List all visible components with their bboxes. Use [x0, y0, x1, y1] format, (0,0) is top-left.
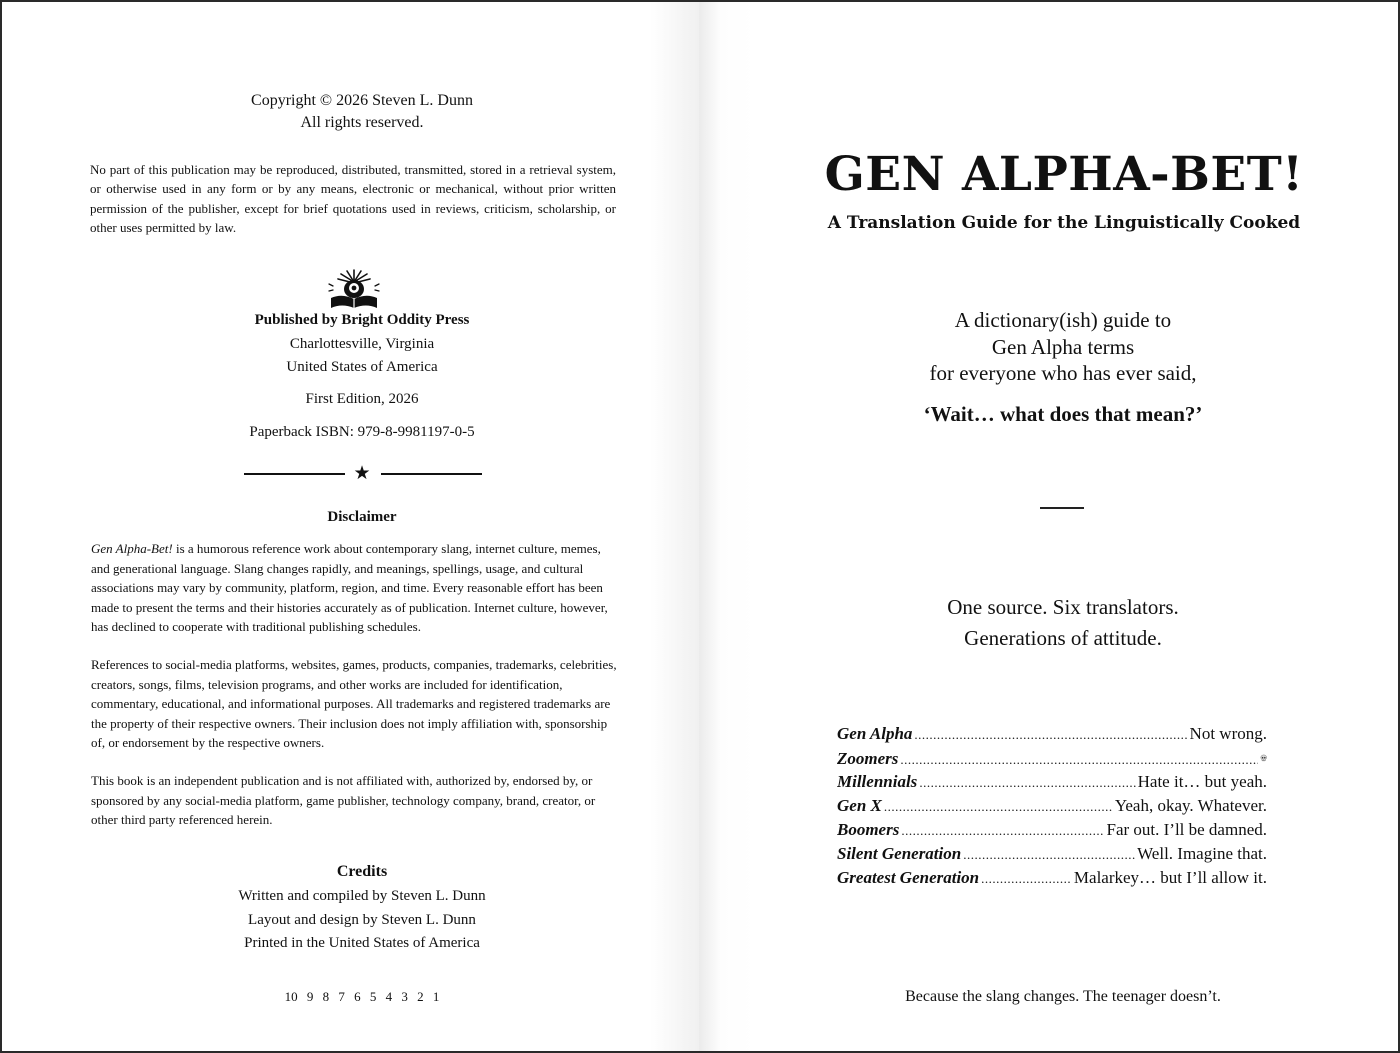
- generations-list: [837, 722, 1267, 890]
- intro-line: for everyone who has ever said,: [929, 361, 1197, 385]
- generation-name: Gen Alpha: [837, 724, 913, 743]
- generation-answer: Malarkey… but I’ll allow it.: [1073, 868, 1267, 887]
- closing-line: Because the slang changes. The teenager doesn’t.: [905, 988, 1221, 1005]
- copyright-line: Copyright © 2026 Steven L. Dunn: [251, 92, 473, 109]
- generation-name: Gen X: [837, 796, 882, 815]
- generation-answer: Hate it… but yeah.: [1137, 772, 1267, 791]
- leader-dots: [914, 723, 1187, 746]
- publisher-block: [2, 309, 722, 380]
- generation-answer: Well. Imagine that.: [1137, 844, 1267, 863]
- star-divider: [242, 462, 482, 486]
- bright-oddity-press-logo-icon: [327, 268, 381, 310]
- generation-row: [837, 794, 1267, 818]
- copyright-page: [2, 2, 699, 1051]
- tagline-line: One source. Six translators.: [947, 595, 1179, 619]
- disclaimer-paragraph-1: [91, 539, 617, 637]
- short-rule: [1040, 507, 1084, 509]
- tagline-block: [699, 592, 1400, 654]
- generation-name: Zoomers: [837, 749, 899, 768]
- generation-row: [837, 818, 1267, 842]
- credit-line: Printed in the United States of America: [244, 935, 480, 951]
- intro-line: Gen Alpha terms: [991, 334, 1135, 359]
- generation-row: [837, 866, 1267, 890]
- rights-paragraph: No part of this publication may be reproduced, distributed, transmitted, stored in a retrieval system, or otherwise used in any form or by any means, electronic or mechanical, without prior written permission of the publisher, except for brief quotations used in reviews, criticism, scholarship, or other uses permitted by law.: [90, 162, 616, 236]
- disclaimer-paragraph-3: This book is an independent publication and is not affiliated with, authorized by, endorsed by, or sponsored by any social-media platform, game publisher, technology company, brand, creator, or other third party referenced herein.: [91, 773, 596, 827]
- publisher-name: Published by Bright Oddity Press: [254, 312, 470, 328]
- generation-name: Silent Generation: [837, 844, 962, 863]
- publisher-country: United States of America: [286, 359, 438, 375]
- printer-key: 10 9 8 7 6 5 4 3 2 1: [284, 989, 440, 1004]
- skull-icon: [1260, 749, 1267, 767]
- book-title: GEN ALPHA-BET!: [824, 147, 1304, 202]
- generation-row: [837, 842, 1267, 866]
- leader-dots: [919, 771, 1135, 794]
- credits-list: [2, 885, 722, 956]
- title-page: [699, 2, 1398, 1051]
- generation-answer: Not wrong.: [1189, 724, 1267, 743]
- tagline-line: Generations of attitude.: [964, 626, 1162, 650]
- star-icon: ★: [353, 463, 371, 484]
- divider-line-left: [244, 473, 345, 475]
- generation-answer: Yeah, okay. Whatever.: [1114, 796, 1267, 815]
- edition-line: First Edition, 2026: [305, 391, 419, 407]
- leader-dots: [901, 819, 1104, 842]
- intro-block: [699, 307, 1400, 387]
- disclaimer-paragraph-2: References to social-media platforms, websites, games, products, companies, trademarks, celebrities, creators, songs, films, television programs, and other works are included for identification, commentary, educational, and informational purposes. All trademarks and registered trademarks are the property of their respective owners. Their inclusion does not imply affiliation with, sponsorship of, or endorsement by the respective owners.: [91, 657, 617, 750]
- book-spread: [2, 2, 1398, 1051]
- publisher-city: Charlottesville, Virginia: [289, 335, 435, 352]
- credit-line: Layout and design by Steven L. Dunn: [248, 911, 476, 928]
- generation-name: Millennials: [837, 772, 918, 791]
- book-subtitle: A Translation Guide for the Linguistically Cooked: [827, 213, 1301, 233]
- wait-question: ‘Wait… what does that mean?’: [923, 402, 1203, 426]
- disclaimer-paragraph-1-text: is a humorous reference work about contemporary slang, internet culture, memes, and generational language. Slang changes rapidly, and meanings, spellings, usage, and cultural associations may vary by community, platform, region, and time. Every reasonable effort has been made to present the terms and their histories accurately as of publication. Internet culture, however, has declined to cooperate with traditional publishing schedules.: [91, 541, 608, 634]
- generation-row: [837, 722, 1267, 746]
- copyright-notice: [2, 90, 722, 134]
- generation-row: [837, 746, 1267, 770]
- generation-row: [837, 770, 1267, 794]
- leader-dots: [900, 748, 1257, 770]
- divider-line-right: [381, 473, 482, 475]
- isbn-line: Paperback ISBN: 979-8-9981197-0-5: [249, 424, 475, 440]
- leader-dots: [884, 795, 1113, 818]
- generation-name: Boomers: [837, 820, 900, 839]
- credits-heading: Credits: [336, 863, 388, 880]
- leader-dots: [963, 843, 1135, 866]
- credit-line: Written and compiled by Steven L. Dunn: [238, 888, 486, 904]
- leader-dots: [981, 867, 1072, 890]
- disclaimer-heading: Disclaimer: [327, 509, 397, 525]
- book-title-italic: Gen Alpha-Bet!: [91, 541, 173, 556]
- intro-line: A dictionary(ish) guide to: [954, 308, 1172, 332]
- rights-reserved-line: All rights reserved.: [300, 114, 424, 131]
- generation-answer: Far out. I’ll be damned.: [1106, 820, 1267, 839]
- generation-name: Greatest Generation: [837, 868, 980, 887]
